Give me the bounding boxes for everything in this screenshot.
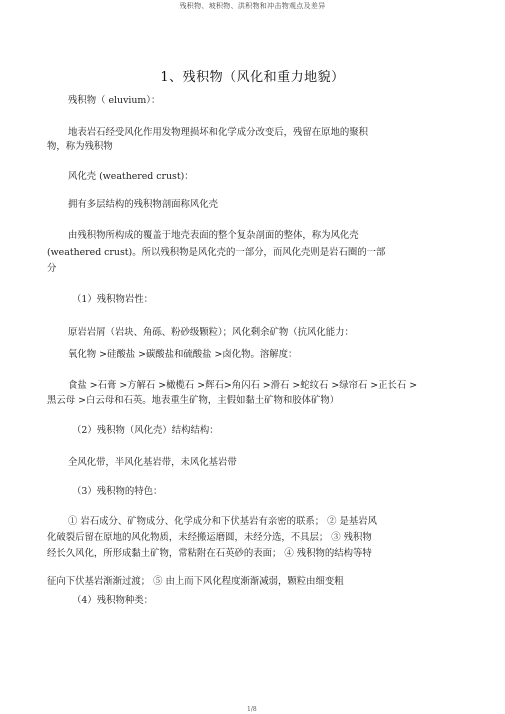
para-solubility-2: 黑云母 >白云母和石英。地表重生矿物，主假如黏土矿物和胶体矿物） (47, 395, 340, 406)
para-solubility-1: 食盐 >石膏 >方解石 >橄榄石 >辉石>角闪石 >滑石 >蛇纹石 >绿帘石 >正长石 > (68, 380, 418, 391)
heading-lithology: （1）残积物岩性： (72, 294, 153, 305)
page-number: 1/8 (247, 706, 257, 713)
para-features-4: 征向下伏基岩渐渐过渡； ⑤ 由上而下风化程度渐渐减弱，颗粒由细变粗 (47, 576, 344, 587)
para-eluvium-def-2: 物，称为残积物 (47, 141, 113, 152)
para-eluvium-term: 残积物（ eluvium）： (68, 95, 161, 106)
para-lithology-2: 氧化物 >硅酸盐 >碳酸盐和硫酸盐 >卤化物。溶解度： (68, 349, 298, 360)
para-crust-term: 风化壳 (weathered crust)： (68, 171, 194, 182)
heading-features: （3）残积物的特色： (72, 486, 163, 497)
page-header: 残积物、坡积物、洪积物和冲击物观点及差异 (179, 2, 326, 10)
para-features-1: ① 岩石成分、矿物成分、化学成分和下伏基岩有亲密的联系； ② 是基岩风 (68, 516, 377, 527)
para-crust-detail-1: 由残积物所构成的覆盖于地壳表面的整个复杂剖面的整体，称为风化壳 (68, 230, 359, 241)
para-eluvium-def-1: 地表岩石经受风化作用发物理损坏和化学成分改变后，残留在原地的聚积 (68, 127, 369, 138)
heading-types: （4）残积物种类： (72, 595, 153, 606)
para-crust-def: 拥有多层结构的残积物剖面称风化壳 (68, 199, 219, 210)
section-title: 1、残积物（风化和重力地貌） (160, 70, 345, 85)
para-features-2: 化破裂后留在原地的风化物质，未经搬运磨圆，未经分选，不具层； ③ 残积物 (47, 532, 372, 543)
heading-structure: （2）残积物（风化壳）结构结构： (72, 425, 219, 436)
para-structure: 全风化带，半风化基岩带，未风化基岩带 (68, 457, 237, 468)
para-crust-detail-2: (weathered crust)。所以残积物是风化壳的一部分，而风化壳则是岩石圈的一部 (47, 247, 386, 258)
para-lithology-1: 原岩岩屑（岩块、角砾、粉砂级颗粒）；风化剩余矿物（抗风化能力： (68, 327, 354, 338)
para-features-3: 经长久风化，所形成黏土矿物，常粘附在石英砂的表面； ④ 残积物的结构等特 (47, 548, 372, 559)
para-crust-detail-3: 分 (47, 263, 57, 274)
